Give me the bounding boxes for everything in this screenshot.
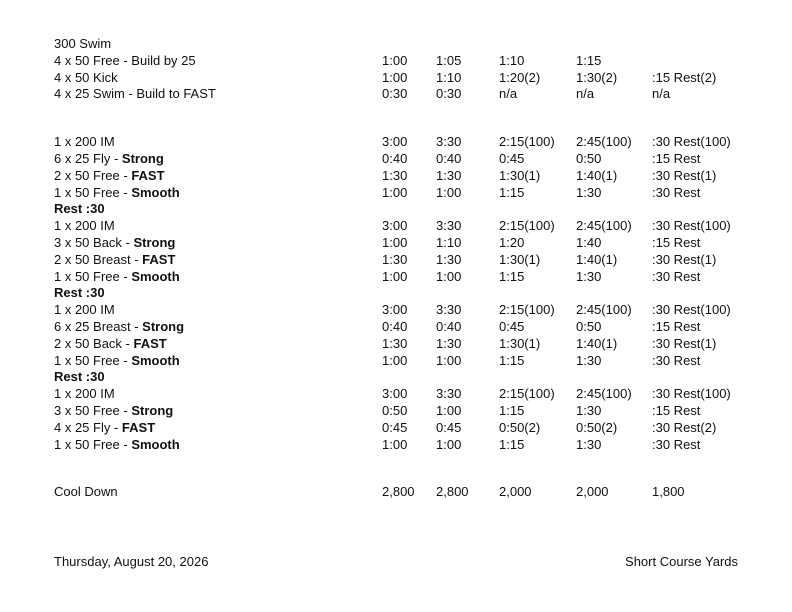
interval-col-2: 3:30 bbox=[436, 302, 462, 318]
interval-col-3: 1:15 bbox=[499, 268, 525, 284]
section-spacer bbox=[54, 453, 744, 484]
set-description bbox=[54, 70, 118, 87]
interval-col-4: 2:45(100) bbox=[576, 302, 632, 318]
set-row bbox=[54, 336, 744, 353]
interval-col-4: 0:50 bbox=[576, 150, 602, 166]
interval-col-2: 1:30 bbox=[436, 335, 462, 351]
interval-col-5: :30 Rest(100) bbox=[652, 218, 731, 234]
set-desc-text: 1 x 50 Free - bbox=[54, 184, 132, 200]
interval-col-5: :30 Rest(100) bbox=[652, 302, 731, 318]
section-spacer bbox=[54, 103, 744, 134]
rest-label: Rest :30 bbox=[54, 369, 105, 385]
interval-col-5: :30 Rest(1) bbox=[652, 335, 717, 351]
interval-col-3: 0:45 bbox=[499, 318, 525, 334]
set-effort: Smooth bbox=[131, 268, 180, 284]
interval-col-4: 2:45(100) bbox=[576, 386, 632, 402]
set-desc-text: 1 x 200 IM bbox=[54, 218, 115, 234]
set-row bbox=[54, 269, 744, 286]
interval-col-5: :15 Rest bbox=[652, 402, 701, 418]
set-row bbox=[54, 302, 744, 319]
set-row bbox=[54, 484, 744, 501]
interval-col-4: 1:40(1) bbox=[576, 335, 618, 351]
interval-col-1: 3:00 bbox=[382, 218, 408, 234]
rest-label: Rest :30 bbox=[54, 201, 105, 217]
set-row bbox=[54, 168, 744, 185]
set-description bbox=[54, 235, 175, 252]
set-description bbox=[54, 336, 167, 353]
interval-col-5: :15 Rest bbox=[652, 234, 701, 250]
interval-col-2: 1:05 bbox=[436, 52, 462, 68]
set-description bbox=[54, 437, 180, 454]
set-description bbox=[54, 86, 216, 103]
interval-col-1: 0:45 bbox=[382, 419, 408, 435]
interval-col-2: 0:45 bbox=[436, 419, 462, 435]
interval-col-1: 1:30 bbox=[382, 335, 408, 351]
interval-col-3: 1:15 bbox=[499, 402, 525, 418]
set-row bbox=[54, 403, 744, 420]
interval-col-4: 0:50 bbox=[576, 318, 602, 334]
interval-col-4: 1:15 bbox=[576, 52, 602, 68]
set-effort: Strong bbox=[142, 318, 185, 334]
interval-col-4: 1:30(2) bbox=[576, 69, 618, 85]
interval-col-2: 1:00 bbox=[436, 402, 462, 418]
interval-col-1: 1:00 bbox=[382, 268, 408, 284]
set-row bbox=[54, 235, 744, 252]
set-effort: Smooth bbox=[131, 352, 180, 368]
interval-col-2: 1:00 bbox=[436, 184, 462, 200]
set-row bbox=[54, 218, 744, 235]
set-row bbox=[54, 185, 744, 202]
interval-col-2: 0:30 bbox=[436, 86, 462, 102]
set-desc-text: 4 x 50 Kick bbox=[54, 69, 118, 85]
set-desc-text: 1 x 50 Free - bbox=[54, 436, 132, 452]
interval-col-1: 3:00 bbox=[382, 302, 408, 318]
interval-col-2: 3:30 bbox=[436, 218, 462, 234]
set-effort: FAST bbox=[142, 251, 176, 267]
interval-col-2: 1:30 bbox=[436, 251, 462, 267]
workout-sheet bbox=[54, 36, 744, 501]
interval-col-2: 1:00 bbox=[436, 268, 462, 284]
interval-col-2: 1:10 bbox=[436, 69, 462, 85]
rest-label: Rest :30 bbox=[54, 285, 105, 301]
set-desc-text: 2 x 50 Breast - bbox=[54, 251, 143, 267]
set-desc-text: 1 x 200 IM bbox=[54, 302, 115, 318]
interval-col-1: 1:00 bbox=[382, 184, 408, 200]
set-desc-text: 4 x 25 Swim - Build to FAST bbox=[54, 86, 216, 102]
interval-col-2: 3:30 bbox=[436, 386, 462, 402]
interval-col-4: 1:30 bbox=[576, 184, 602, 200]
interval-col-4: 2,000 bbox=[576, 484, 609, 500]
interval-col-3: 1:15 bbox=[499, 352, 525, 368]
interval-col-4: n/a bbox=[576, 86, 595, 102]
interval-col-1: 0:30 bbox=[382, 86, 408, 102]
interval-col-2: 1:00 bbox=[436, 436, 462, 452]
interval-col-2: 3:30 bbox=[436, 134, 462, 150]
interval-col-3: 1:15 bbox=[499, 184, 525, 200]
set-desc-text: 1 x 200 IM bbox=[54, 386, 115, 402]
interval-col-1: 1:00 bbox=[382, 69, 408, 85]
rest-row bbox=[54, 285, 744, 302]
interval-col-5: :30 Rest(100) bbox=[652, 134, 731, 150]
interval-col-5: n/a bbox=[652, 86, 671, 102]
interval-col-3: 2,000 bbox=[499, 484, 532, 500]
workout-date: Thursday, August 20, 2026 bbox=[54, 554, 209, 569]
interval-col-3: 1:30(1) bbox=[499, 167, 541, 183]
set-row bbox=[54, 134, 744, 151]
set-row bbox=[54, 252, 744, 269]
set-effort: FAST bbox=[121, 419, 156, 435]
interval-col-4: 1:30 bbox=[576, 352, 602, 368]
interval-col-3: 1:30(1) bbox=[499, 251, 541, 267]
interval-col-3: 1:20 bbox=[499, 234, 525, 250]
set-desc-text: 3 x 50 Free - bbox=[54, 402, 132, 418]
interval-col-2: 2,800 bbox=[436, 484, 469, 500]
cooldown-section bbox=[54, 484, 744, 501]
set-description bbox=[54, 252, 175, 269]
set-effort: FAST bbox=[131, 167, 165, 183]
set-row bbox=[54, 353, 744, 370]
set-desc-text: 300 Swim bbox=[54, 36, 112, 51]
interval-col-1: 1:00 bbox=[382, 436, 408, 452]
interval-col-1: 0:40 bbox=[382, 318, 408, 334]
set-description bbox=[54, 353, 180, 370]
interval-col-3: 1:10 bbox=[499, 52, 525, 68]
set-effort: FAST bbox=[133, 335, 167, 351]
set-row bbox=[54, 70, 744, 87]
set-description bbox=[54, 53, 196, 70]
set-desc-text: 1 x 50 Free - bbox=[54, 268, 132, 284]
interval-col-1: 1:00 bbox=[382, 234, 408, 250]
set-row bbox=[54, 386, 744, 403]
interval-col-5: :15 Rest bbox=[652, 318, 701, 334]
set-effort: Strong bbox=[131, 402, 174, 418]
set-description bbox=[54, 134, 115, 151]
interval-col-3: 0:45 bbox=[499, 150, 525, 166]
rest-row bbox=[54, 201, 744, 218]
set-desc-text: 1 x 200 IM bbox=[54, 134, 115, 150]
set-desc-text: 2 x 50 Free - bbox=[54, 167, 132, 183]
set-description bbox=[54, 218, 115, 235]
set-description bbox=[54, 302, 115, 319]
interval-col-3: n/a bbox=[499, 86, 518, 102]
set-desc-text: 4 x 50 Free - Build by 25 bbox=[54, 52, 196, 68]
interval-col-2: 0:40 bbox=[436, 150, 462, 166]
warmup-section bbox=[54, 36, 744, 103]
set-desc-text: 1 x 50 Free - bbox=[54, 352, 132, 368]
interval-col-5: :30 Rest bbox=[652, 436, 701, 452]
pool-type: Short Course Yards bbox=[625, 554, 738, 569]
interval-col-4: 1:30 bbox=[576, 402, 602, 418]
set-description bbox=[54, 319, 184, 336]
interval-col-2: 1:10 bbox=[436, 234, 462, 250]
interval-col-1: 0:40 bbox=[382, 150, 408, 166]
interval-col-4: 0:50(2) bbox=[576, 419, 618, 435]
set-row bbox=[54, 151, 744, 168]
set-row bbox=[54, 319, 744, 336]
set-description bbox=[54, 151, 164, 168]
set-description bbox=[54, 386, 115, 403]
interval-col-4: 1:40(1) bbox=[576, 251, 618, 267]
interval-col-3: 1:20(2) bbox=[499, 69, 541, 85]
interval-col-1: 1:00 bbox=[382, 352, 408, 368]
set-description bbox=[54, 168, 165, 185]
set-effort: Strong bbox=[121, 150, 164, 166]
set-row bbox=[54, 420, 744, 437]
interval-col-4: 1:30 bbox=[576, 268, 602, 284]
interval-col-5: :30 Rest(2) bbox=[652, 419, 717, 435]
interval-col-5: :15 Rest bbox=[652, 150, 701, 166]
set-row bbox=[54, 36, 744, 53]
set-row bbox=[54, 437, 744, 454]
interval-col-2: 1:00 bbox=[436, 352, 462, 368]
interval-col-5: :15 Rest(2) bbox=[652, 69, 717, 85]
rest-row bbox=[54, 369, 744, 386]
interval-col-5: :30 Rest bbox=[652, 184, 701, 200]
set-row bbox=[54, 86, 744, 103]
interval-col-4: 1:40 bbox=[576, 234, 602, 250]
set-desc-text: 6 x 25 Fly - bbox=[54, 150, 122, 166]
set-row bbox=[54, 53, 744, 70]
set-desc-text: 3 x 50 Back - bbox=[54, 234, 134, 250]
set-description bbox=[54, 484, 118, 501]
set-description bbox=[54, 185, 180, 202]
set-description bbox=[54, 420, 155, 437]
interval-col-5: :30 Rest(100) bbox=[652, 386, 731, 402]
interval-col-3: 0:50(2) bbox=[499, 419, 541, 435]
set-desc-text: 2 x 50 Back - bbox=[54, 335, 134, 351]
main-set-section bbox=[54, 134, 744, 453]
interval-col-3: 2:15(100) bbox=[499, 302, 555, 318]
interval-col-5: :30 Rest bbox=[652, 352, 701, 368]
interval-col-1: 3:00 bbox=[382, 134, 408, 150]
set-effort: Smooth bbox=[131, 436, 180, 452]
interval-col-4: 1:40(1) bbox=[576, 167, 618, 183]
interval-col-3: 1:15 bbox=[499, 436, 525, 452]
set-desc-text: 4 x 25 Fly - bbox=[54, 419, 122, 435]
interval-col-5: :30 Rest(1) bbox=[652, 167, 717, 183]
interval-col-1: 2,800 bbox=[382, 484, 415, 500]
interval-col-1: 1:00 bbox=[382, 52, 408, 68]
page-footer bbox=[54, 553, 738, 570]
interval-col-1: 1:30 bbox=[382, 251, 408, 267]
set-effort: Strong bbox=[133, 234, 176, 250]
set-desc-text: Cool Down bbox=[54, 484, 118, 500]
interval-col-4: 2:45(100) bbox=[576, 218, 632, 234]
interval-col-1: 0:50 bbox=[382, 402, 408, 418]
interval-col-5: 1,800 bbox=[652, 484, 685, 500]
interval-col-1: 1:30 bbox=[382, 167, 408, 183]
interval-col-1: 3:00 bbox=[382, 386, 408, 402]
interval-col-4: 2:45(100) bbox=[576, 134, 632, 150]
interval-col-3: 2:15(100) bbox=[499, 134, 555, 150]
interval-col-2: 1:30 bbox=[436, 167, 462, 183]
interval-col-3: 2:15(100) bbox=[499, 386, 555, 402]
interval-col-2: 0:40 bbox=[436, 318, 462, 334]
interval-col-5: :30 Rest bbox=[652, 268, 701, 284]
interval-col-5: :30 Rest(1) bbox=[652, 251, 717, 267]
interval-col-4: 1:30 bbox=[576, 436, 602, 452]
set-description bbox=[54, 36, 111, 53]
set-effort: Smooth bbox=[131, 184, 180, 200]
set-description bbox=[54, 269, 180, 286]
set-description bbox=[54, 403, 173, 420]
interval-col-3: 1:30(1) bbox=[499, 335, 541, 351]
interval-col-3: 2:15(100) bbox=[499, 218, 555, 234]
set-desc-text: 6 x 25 Breast - bbox=[54, 318, 143, 334]
